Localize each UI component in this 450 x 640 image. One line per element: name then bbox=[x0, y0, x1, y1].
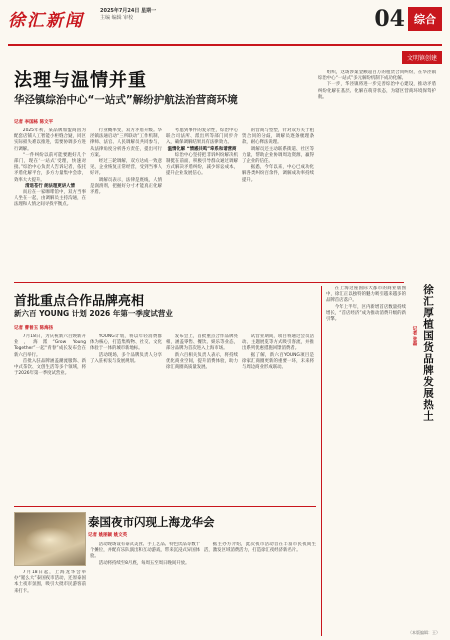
newspaper-logo: 徐汇新闻 bbox=[8, 11, 84, 31]
masthead bbox=[8, 4, 442, 44]
lead-column-3 bbox=[166, 128, 238, 276]
issue-date: 2025年7月24日 星期一 bbox=[100, 8, 157, 14]
page-number: 04 bbox=[374, 6, 405, 32]
lead-headline: 法理与温情并重 bbox=[14, 70, 147, 91]
paragraph: 试营业期间，项目将通过会员活动、主题展览等方式吸引客流，并推出系列优惠措施回馈消费者。 bbox=[242, 334, 314, 352]
paragraph: 调解员还主动联系街道、社区等力量，帮助企业协调周边资源，赢得了企业的信任。 bbox=[242, 146, 314, 165]
story2-byline: 记者 曹普玉 陈海扬 bbox=[14, 326, 54, 331]
section-label: 综合 bbox=[408, 7, 442, 31]
lead-subtitle-2: 温情化解 “情感共鸣”牵系和谐营商 bbox=[167, 146, 237, 152]
vertical-headline: 徐汇厚植国货品牌发展热土 bbox=[422, 284, 434, 422]
paragraph: 活动现场设有泰式美食、手工艺品、特色饮品等数十个摊位，并配有乐队演出和互动游戏，带来沉浸式异国体验。 bbox=[90, 542, 200, 560]
story2-column-1 bbox=[14, 334, 86, 502]
paragraph: 在上海这座国际大都市的商业版图中，徐汇正以独特的魅力吸引越来越多的品牌首店落户。 bbox=[326, 286, 406, 304]
story3-byline: 记者 姚丽颖 姚文英 bbox=[88, 533, 128, 538]
paragraph: 而后在一家咖啡馆中，双方当事人坐在一起，由调解员主持沟通，在法理和人情之间寻找平衡点。 bbox=[14, 190, 86, 208]
lead-column-2 bbox=[90, 128, 162, 276]
night-market-photo bbox=[14, 512, 86, 566]
column-divider bbox=[321, 286, 322, 636]
story3-column-3 bbox=[204, 542, 316, 632]
story2-headline: 首批重点合作品牌亮相 bbox=[14, 294, 145, 309]
paragraph: 今年上半年，区内新增首店数量持续增长，“首店经济”成为推动消费升级的新引擎。 bbox=[326, 304, 406, 323]
page-number-box bbox=[374, 6, 442, 32]
story2-column-5 bbox=[326, 286, 406, 636]
column-tag: 文明镇创建 bbox=[402, 51, 442, 64]
paragraph: 新六百相关负责人表示，将持续优化商业空间，提升消费体验，助力徐汇商圈高质量发展。 bbox=[166, 352, 238, 371]
lead-byline: 记者 李国栋 陈文平 bbox=[14, 120, 54, 125]
paragraph: YOUNG计划，将以年轻消费群体为核心，打造集购物、社交、文化体验于一体的城市新地标。 bbox=[90, 334, 162, 352]
lead-subhead: 华泾镇综治中心“一站式”解纷护航法治营商环境 bbox=[14, 94, 238, 106]
editor-footnote: （本版编辑：王） bbox=[408, 630, 440, 635]
section-divider bbox=[14, 506, 316, 507]
paragraph: 综治中心坚持把非诉纠纷解决机制挺在前面，积极引导群众通过调解方式解决矛盾纠纷，减少诉讼成本，提升企业发展信心。 bbox=[166, 152, 238, 177]
paragraph: 据了解，新六百YOUNG项目是徐家汇商圈更新的重要一环，未来将与周边商业形成联动。 bbox=[242, 352, 314, 371]
paragraph: 行业概率变，双方矛盾升级。华泾镇法通启动“三所联动”工作机制，律师、法官、人民调解员共同参与，从法律角度分析各方责任，提出可行方案。 bbox=[90, 128, 162, 158]
paragraph: 经过三轮调解，双方达成一致意见，企业恢复正常经营，受到当事人好评。 bbox=[90, 159, 162, 177]
paragraph: 据悉，今年以来，中心已成功化解各类纠纷百余件，调解成功率持续提升。 bbox=[242, 165, 314, 183]
paragraph: 活动将持续至8月底，每周五至周日晚间开放。 bbox=[98, 560, 190, 566]
lead-column-5 bbox=[318, 70, 436, 276]
lead-subtitle-1: 清退苍行 朗法理更讲人情 bbox=[25, 183, 75, 189]
paragraph: 据主办方介绍，此次夜市活动旨在丰富市民夜间生活，激发区域消费活力，打造徐汇夜经济新名片。 bbox=[204, 542, 316, 554]
story2-subhead: 新六百 YOUNG 计划 2026 年第一季度试营业 bbox=[14, 309, 173, 318]
paragraph: 7月18日，为庆祝新六百焕新开业，海派“Grow Young Together”一起“青春”成长发布会在新六百举行。 bbox=[14, 334, 86, 358]
paragraph: 7月18日起，上海龙华会举办“暹么大”泰国夜市活动，还原泰国本土夜市氛围，吸引大批市民游客前来打卡。 bbox=[14, 570, 86, 594]
lead-column-1 bbox=[14, 128, 86, 276]
story2-column-3 bbox=[166, 334, 238, 502]
paragraph: 下一步，华泾镇将进一步完善综治中心建设，推动矛盾纠纷化解在基层、化解在萌芽状态，为辖区营商环境保驾护航。 bbox=[318, 82, 436, 100]
paragraph: 的营商与型塑，针对双方关于租赁合同的分歧，调解员逐条梳理条款，耐心释法说理。 bbox=[242, 128, 314, 146]
paragraph: “一件纠纷以前可能要跑好几个部门，现在‘一站式’受理，快速对接。”综治中心负责人告诉记者，依托矛盾化解平台，多方力量集中会诊，效率大大提升。 bbox=[14, 152, 86, 183]
paragraph: 首批入驻品牌涵盖潮流服饰、新中式茶饮、文创生活等多个领域，将于2026年第一季度试营业。 bbox=[14, 358, 86, 377]
paragraph: 活动现场，多个品牌负责人分享了入驻初衷与发展规划。 bbox=[90, 352, 162, 364]
story3-headline: 泰国夜市闪现上海龙华会 bbox=[88, 515, 215, 529]
paragraph: 2025年初，某品牌加盟商因为配套店铺人工智能小柜缝合疑，同区实际损失难以推进，需要协调多方进行调解。 bbox=[14, 128, 86, 152]
masthead-rule bbox=[8, 44, 442, 46]
paragraph: 调解员表示，法律是底线，人情是润滑剂，把握好分寸才能真正化解矛盾。 bbox=[90, 177, 162, 196]
editor-line: 主编 编辑 审校 bbox=[100, 15, 134, 21]
story2-column-4 bbox=[242, 334, 314, 502]
section-divider bbox=[14, 282, 404, 283]
paragraph: 组织，这场涉案金额超百万的租赁合同纠纷，在华泾镇综治中心“一站式”多元解纷机制下成功化解。 bbox=[318, 70, 436, 82]
story3-column-2 bbox=[90, 542, 200, 632]
paragraph: 考虑到事件的复杂性，综治中心联合司法所、派出所等部门同步介入，确保调解结果具有法律效力。 bbox=[166, 128, 238, 146]
vertical-byline: 记者 张磊 bbox=[412, 326, 417, 346]
paragraph: 发布会上，首批重点合作品牌亮相，涵盖零售、餐饮、娱乐等业态，部分品牌为首次进入上海市场。 bbox=[166, 334, 238, 352]
masthead-info bbox=[100, 8, 270, 22]
story3-column-1 bbox=[14, 570, 86, 632]
story2-column-2 bbox=[90, 334, 162, 502]
lead-column-4 bbox=[242, 128, 314, 276]
